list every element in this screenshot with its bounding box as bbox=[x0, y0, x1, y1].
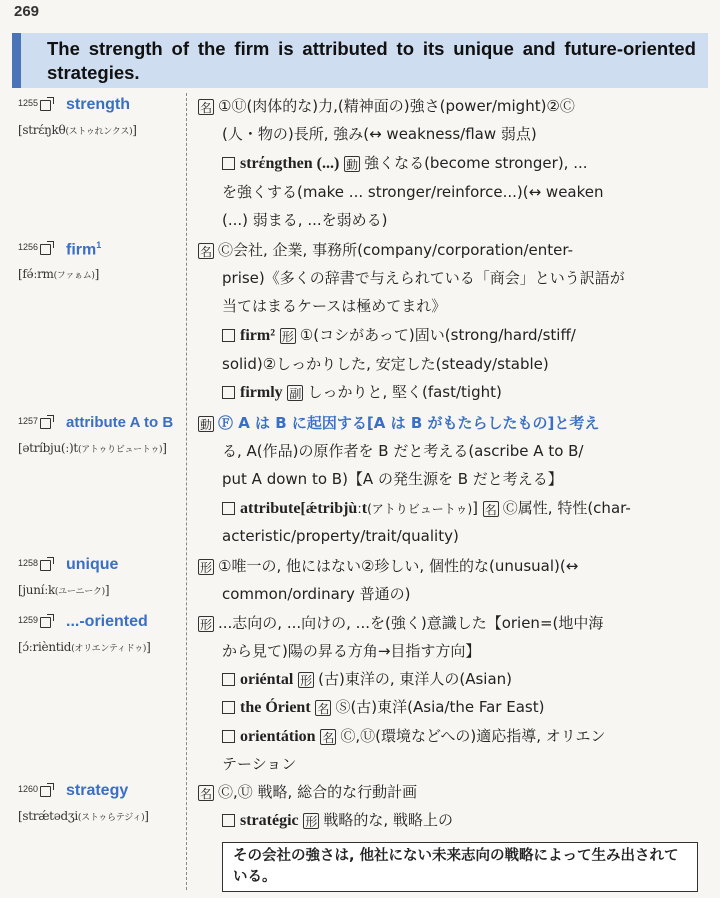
checkbox-icon[interactable] bbox=[40, 786, 51, 797]
page-number: 269 bbox=[14, 3, 40, 20]
derivative-line: firmly 副 しっかりと, 堅く(fast/tight) bbox=[222, 378, 502, 406]
pos-noun-icon: 名 bbox=[484, 502, 497, 517]
headword: attribute A to B bbox=[66, 414, 174, 431]
derivative-line: oriéntal 形 (古)東洋の, 東洋人の(Asian) bbox=[222, 665, 512, 693]
pronunciation: [ɔ́ːrièntid(オリエンティドゥ)] bbox=[18, 640, 151, 654]
checkbox-icon[interactable] bbox=[222, 673, 235, 686]
pronunciation: [strέŋkθ(ストゥれンクス)] bbox=[18, 123, 137, 137]
pronunciation: [fə́ːrm(ファぁム)] bbox=[18, 267, 100, 281]
definition-line: 形 ①唯一の, 他にはない②珍しい, 個性的な(unusual)(↔ bbox=[199, 557, 579, 575]
checkbox-icon[interactable] bbox=[222, 814, 235, 827]
headword: unique bbox=[66, 556, 119, 573]
entry-number: 1258 bbox=[18, 558, 39, 568]
definition-line: 当てはまるケースは極めてまれ》 bbox=[222, 297, 447, 315]
checkbox-icon[interactable] bbox=[222, 730, 235, 743]
definition-line: (...) 弱まる, ...を弱める) bbox=[222, 211, 388, 229]
definition-line: 動 Ⓕ A は B に起因する[A は B がもたらしたもの]と考え bbox=[199, 414, 600, 432]
definition-line: から見て)陽の昇る方角→目指す方向】 bbox=[222, 642, 481, 660]
entry-number: 1257 bbox=[18, 416, 39, 426]
headword: ...-oriented bbox=[66, 613, 148, 630]
pronunciation: [juníːk(ユーニーク)] bbox=[18, 583, 110, 597]
derivative-line: stratégic 形 戦略的な, 戦略上の bbox=[222, 806, 453, 834]
summary-translation: その会社の強さは, 他社にない未来志向の戦略によって生み出されている。 bbox=[222, 842, 698, 892]
definition-line: 名 Ⓒ会社, 企業, 事務所(company/corporation/enter- bbox=[199, 241, 574, 259]
pos-verb-icon: 動 bbox=[199, 417, 212, 432]
derivative-line: orientátion 名 Ⓒ,Ⓤ(環境などへの)適応指導, オリエン bbox=[222, 722, 605, 750]
definition-line: 名 Ⓒ,Ⓤ 戦略, 総合的な行動計画 bbox=[199, 783, 418, 801]
entry-number: 1260 bbox=[18, 784, 39, 794]
entry-number: 1255 bbox=[18, 98, 39, 108]
definition-line: を強くする(make ... stronger/reinforce...)(↔ weaken bbox=[222, 183, 604, 201]
headword: strategy bbox=[66, 782, 129, 799]
checkbox-icon[interactable] bbox=[222, 329, 235, 342]
definition-line: る, A(作品)の原作者を B だと考える(ascribe A to B/ bbox=[222, 442, 584, 460]
pos-noun-icon: 名 bbox=[199, 100, 212, 115]
definition-line: 名 ①Ⓤ(肉体的な)力,(精神面の)強さ(power/might)②Ⓒ bbox=[199, 97, 575, 115]
checkbox-icon[interactable] bbox=[40, 100, 51, 111]
definition-line: solid)②しっかりした, 安定した(steady/stable) bbox=[222, 355, 549, 373]
headword: strength bbox=[66, 96, 130, 113]
checkbox-icon[interactable] bbox=[40, 244, 51, 255]
pos-adj-icon: 形 bbox=[305, 814, 318, 829]
checkbox-icon[interactable] bbox=[222, 701, 235, 714]
pos-adj-icon: 形 bbox=[199, 560, 212, 575]
definition-line: prise)《多くの辞書で与えられている「商会」という訳語が bbox=[222, 269, 625, 287]
pos-noun-icon: 名 bbox=[199, 244, 212, 259]
pronunciation: [ətríbju(ː)t(アトゥりビュートゥ)] bbox=[18, 441, 167, 455]
derivative-line: strέngthen (...) 動 強くなる(become stronger), ... bbox=[222, 149, 588, 177]
checkbox-icon[interactable] bbox=[40, 617, 51, 628]
definition-line: acteristic/property/trait/quality) bbox=[222, 527, 459, 545]
definition-line: common/ordinary 普通の) bbox=[222, 585, 411, 603]
headword: firm$^1$ bbox=[66, 240, 102, 259]
definition-line: 形 ...志向の, ...向けの, ...を(強く)意識した【orien=(地中海 bbox=[199, 614, 604, 632]
checkbox-icon[interactable] bbox=[222, 502, 235, 515]
pos-verb-icon: 動 bbox=[346, 157, 359, 172]
pos-adj-icon: 形 bbox=[199, 617, 212, 632]
definition-line: テーション bbox=[222, 755, 297, 773]
checkbox-icon[interactable] bbox=[40, 418, 51, 429]
derivative-line: attribute[ǽtribjùːt(アトりビュートゥ)] 名 Ⓒ属性, 特性(char- bbox=[222, 494, 631, 522]
banner-sentence: The strength of the firm is attributed to its unique and future-oriented strategies. bbox=[12, 33, 708, 88]
derivative-line: firm² 形 ①(コシがあって)固い(strong/hard/stiff/ bbox=[222, 321, 576, 349]
pos-adj-icon: 形 bbox=[281, 329, 294, 344]
pos-noun-icon: 名 bbox=[322, 730, 335, 745]
checkbox-icon[interactable] bbox=[222, 386, 235, 399]
checkbox-icon[interactable] bbox=[40, 560, 51, 571]
pos-adv-icon: 副 bbox=[289, 386, 302, 401]
entry-number: 1259 bbox=[18, 615, 39, 625]
entry-number: 1256 bbox=[18, 242, 39, 252]
definition-line: put A down to B)【A の発生源を B だと考える】 bbox=[222, 470, 563, 488]
pos-noun-icon: 名 bbox=[199, 786, 212, 801]
definition-line: (人・物の)長所, 強み(↔ weakness/flaw 弱点) bbox=[222, 125, 537, 143]
pronunciation: [strǽtədʒi(ストゥらテジィ)] bbox=[18, 809, 149, 823]
derivative-line: the Órient 名 Ⓢ(古)東洋(Asia/the Far East) bbox=[222, 693, 544, 721]
pos-noun-icon: 名 bbox=[317, 701, 330, 716]
checkbox-icon[interactable] bbox=[222, 157, 235, 170]
column-divider bbox=[186, 93, 187, 890]
pos-adj-icon: 形 bbox=[300, 673, 313, 688]
